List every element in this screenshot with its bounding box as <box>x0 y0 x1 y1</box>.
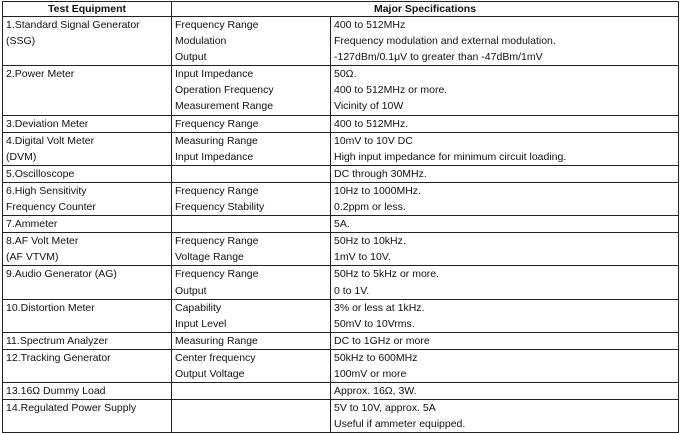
spec-value: Approx. 16Ω, 3W. <box>334 385 417 398</box>
header-major-specifications: Major Specifications <box>172 2 679 17</box>
table-row <box>3 266 679 299</box>
spec-category: Modulation <box>175 35 227 48</box>
equipment-cell <box>3 266 172 299</box>
spec-category-cell <box>172 165 331 182</box>
spec-value-cell <box>331 66 679 115</box>
equipment-name: Frequency Counter <box>6 201 96 214</box>
spec-value: 5A. <box>334 218 350 231</box>
spec-category: Frequency Range <box>175 117 259 130</box>
spec-value: 5V to 10V, approx. 5A <box>334 402 436 415</box>
equipment-cell <box>3 383 172 400</box>
spec-category: Input Impedance <box>175 68 254 81</box>
spec-value-cell <box>331 383 679 400</box>
spec-category: Voltage Range <box>175 251 244 264</box>
item-number: 4. <box>6 134 15 147</box>
item-number: 3. <box>6 117 15 130</box>
spec-value: 0 to 1V. <box>334 284 370 297</box>
spec-value: DC to 1GHz or more <box>334 334 430 347</box>
equipment-name: Regulated Power Supply <box>20 402 137 415</box>
table-row <box>3 165 679 182</box>
equipment-cell <box>3 17 172 66</box>
table-row <box>3 299 679 332</box>
spec-category: Center frequency <box>175 351 256 364</box>
spec-category: Input Level <box>175 317 227 330</box>
spec-category: Frequency Stability <box>175 201 265 214</box>
item-number: 10. <box>6 301 21 314</box>
test-equipment-table <box>2 1 679 433</box>
table-row <box>3 400 679 433</box>
item-number: 9. <box>6 268 15 281</box>
spec-category: Operation Frequency <box>175 84 274 97</box>
equipment-cell <box>3 400 172 433</box>
table-row <box>3 17 679 66</box>
item-number: 6. <box>6 184 15 197</box>
spec-value: 100mV or more <box>334 367 407 380</box>
item-number: 12. <box>6 351 21 364</box>
item-number: 5. <box>6 167 15 180</box>
spec-category <box>175 216 330 232</box>
spec-value: DC through 30MHz. <box>334 167 427 180</box>
spec-value: 50Hz to 5kHz or more. <box>334 268 440 281</box>
spec-category: Frequency Range <box>175 184 259 197</box>
equipment-name: High Sensitivity <box>14 184 87 197</box>
table-row <box>3 182 679 215</box>
table-row <box>3 66 679 115</box>
equipment-name: Distortion Meter <box>20 301 95 314</box>
spec-category: Frequency Range <box>175 268 259 281</box>
spec-value-cell <box>331 332 679 349</box>
spec-category: Measuring Range <box>175 134 258 147</box>
item-number: 1. <box>6 19 15 31</box>
equipment-cell <box>3 132 172 165</box>
equipment-name: AF Volt Meter <box>14 235 79 248</box>
spec-value-cell <box>331 132 679 165</box>
spec-category: Capability <box>175 301 222 314</box>
spec-category-cell <box>172 400 331 433</box>
spec-value: 50Hz to 10kHz. <box>334 235 406 248</box>
table-row <box>3 233 679 266</box>
spec-value-cell <box>331 349 679 382</box>
spec-value: Useful if ammeter equipped. <box>334 418 466 431</box>
equipment-cell <box>3 182 172 215</box>
equipment-name: (SSG) <box>6 35 36 48</box>
item-number: 13. <box>6 385 21 398</box>
spec-category <box>175 400 330 416</box>
spec-value: High input impedance for minimum circuit loading. <box>334 150 567 163</box>
spec-value-cell <box>331 216 679 233</box>
equipment-cell <box>3 216 172 233</box>
spec-category-cell <box>172 349 331 382</box>
equipment-cell <box>3 165 172 182</box>
equipment-name: Power Meter <box>14 68 75 81</box>
spec-category <box>175 383 330 399</box>
spec-category <box>175 166 330 182</box>
equipment-cell <box>3 66 172 115</box>
spec-category: Output <box>175 284 207 297</box>
item-number: 8. <box>6 235 15 248</box>
equipment-name: (AF VTVM) <box>6 251 59 264</box>
spec-value-cell <box>331 165 679 182</box>
spec-value: 10Hz to 1000MHz. <box>334 184 421 197</box>
equipment-name: Ammeter <box>14 218 58 231</box>
equipment-name: Digital Volt Meter <box>14 134 95 147</box>
spec-category-cell <box>172 115 331 132</box>
spec-category: Frequency Range <box>175 235 259 248</box>
spec-category-cell <box>172 66 331 115</box>
spec-value: 0.2ppm or less. <box>334 201 406 214</box>
table-row <box>3 115 679 132</box>
spec-value: 10mV to 10V DC <box>334 134 413 147</box>
table-row <box>3 383 679 400</box>
spec-value: 3% or less at 1kHz. <box>334 301 425 314</box>
spec-value-cell <box>331 233 679 266</box>
item-number: 2. <box>6 68 15 81</box>
spec-category: Frequency Range <box>175 19 259 31</box>
equipment-cell <box>3 332 172 349</box>
equipment-name: Oscilloscope <box>14 167 75 180</box>
item-number: 11. <box>6 334 20 347</box>
spec-value-cell <box>331 266 679 299</box>
spec-value: 400 to 512MHz <box>334 19 406 31</box>
equipment-name: Standard Signal Generator <box>14 19 140 31</box>
spec-value-cell <box>331 299 679 332</box>
spec-category-cell <box>172 266 331 299</box>
table-header-row <box>3 2 679 17</box>
spec-category-cell <box>172 17 331 66</box>
spec-category: Measurement Range <box>175 100 274 113</box>
spec-value: -127dBm/0.1μV to greater than -47dBm/1mV <box>334 51 543 64</box>
spec-value-cell <box>331 182 679 215</box>
equipment-name: 16Ω Dummy Load <box>20 385 106 398</box>
spec-category-cell <box>172 299 331 332</box>
spec-category: Measuring Range <box>175 334 258 347</box>
equipment-name: Tracking Generator <box>20 351 111 364</box>
spec-category-cell <box>172 383 331 400</box>
spec-value: Frequency modulation and external modulation. <box>334 35 556 48</box>
spec-category-cell <box>172 332 331 349</box>
spec-value: 1mV to 10V. <box>334 251 391 264</box>
table-row <box>3 216 679 233</box>
equipment-cell <box>3 233 172 266</box>
header-test-equipment: Test Equipment <box>3 2 172 17</box>
spec-value-cell <box>331 17 679 66</box>
equipment-name: Deviation Meter <box>14 117 89 130</box>
spec-value-cell <box>331 115 679 132</box>
spec-category: Output Voltage <box>175 367 245 380</box>
equipment-name: Audio Generator (AG) <box>14 268 117 281</box>
equipment-name: (DVM) <box>6 150 37 163</box>
spec-value: 400 to 512MHz. <box>334 117 409 130</box>
equipment-cell <box>3 115 172 132</box>
spec-value: Vicinity of 10W <box>334 100 404 113</box>
spec-value: 50kHz to 600MHz <box>334 351 418 364</box>
spec-value: 400 to 512MHz or more. <box>334 84 448 97</box>
equipment-cell <box>3 349 172 382</box>
spec-category-cell <box>172 233 331 266</box>
table-row <box>3 349 679 382</box>
spec-value: 50Ω. <box>334 68 357 81</box>
spec-value: 50mV to 10Vrms. <box>334 317 415 330</box>
spec-value-cell <box>331 400 679 433</box>
item-number: 14. <box>6 402 21 415</box>
item-number: 7. <box>6 218 15 231</box>
table-row <box>3 132 679 165</box>
spec-category-cell <box>172 132 331 165</box>
table-row <box>3 332 679 349</box>
spec-category-cell <box>172 216 331 233</box>
spec-category: Input Impedance <box>175 150 254 163</box>
spec-category-cell <box>172 182 331 215</box>
table-body <box>3 17 679 433</box>
spec-category: Output <box>175 51 207 64</box>
equipment-name: Spectrum Analyzer <box>19 334 108 347</box>
equipment-cell <box>3 299 172 332</box>
